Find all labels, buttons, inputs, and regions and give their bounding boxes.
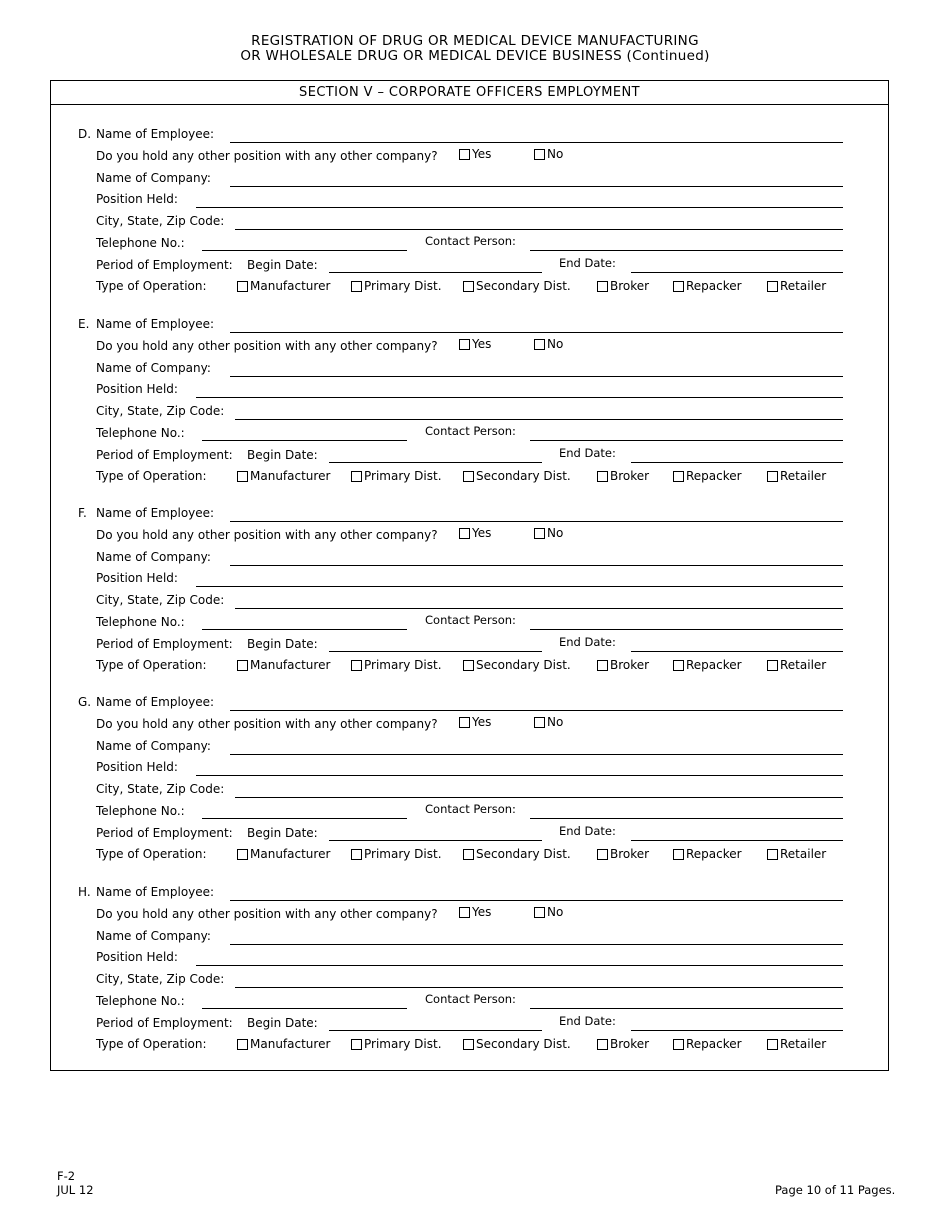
begin-date-field[interactable] [329, 651, 542, 652]
operation-manufacturer-label: Manufacturer [250, 847, 331, 861]
operation-repacker-option[interactable] [673, 658, 742, 672]
yes-label: Yes [472, 337, 492, 351]
name-of-company-label: Name of Company: [96, 361, 211, 375]
operation-repacker-checkbox[interactable] [673, 281, 684, 292]
no-label: No [547, 526, 564, 540]
operation-secondary-dist-label: Secondary Dist. [476, 1037, 571, 1051]
other-position-label: Do you hold any other position with any other company? [96, 528, 438, 542]
operation-repacker-option[interactable] [673, 469, 742, 483]
type-of-operation-label: Type of Operation: [96, 658, 207, 672]
operation-primary-dist-label: Primary Dist. [364, 847, 442, 861]
yes-checkbox[interactable] [459, 339, 470, 350]
operation-repacker-option[interactable] [673, 847, 742, 861]
name-of-employee-field[interactable] [230, 142, 843, 143]
operation-manufacturer-checkbox[interactable] [237, 660, 248, 671]
operation-primary-dist-label: Primary Dist. [364, 469, 442, 483]
operation-broker-label: Broker [610, 469, 650, 483]
telephone-field[interactable] [202, 818, 407, 819]
contact-person-label: Contact Person: [425, 802, 516, 816]
section-title: SECTION V – CORPORATE OFFICERS EMPLOYMENT [51, 81, 888, 105]
no-option[interactable] [534, 337, 563, 351]
city-state-zip-label: City, State, Zip Code: [96, 214, 225, 228]
operation-secondary-dist-label: Secondary Dist. [476, 469, 571, 483]
operation-primary-dist-option[interactable] [351, 279, 442, 293]
operation-broker-checkbox[interactable] [597, 660, 608, 671]
operation-manufacturer-checkbox[interactable] [237, 471, 248, 482]
position-held-label: Position Held: [96, 382, 178, 396]
operation-broker-label: Broker [610, 279, 650, 293]
operation-secondary-dist-checkbox[interactable] [463, 1039, 474, 1050]
operation-repacker-checkbox[interactable] [673, 471, 684, 482]
operation-manufacturer-label: Manufacturer [250, 1037, 331, 1051]
end-date-label: End Date: [559, 1014, 616, 1028]
operation-manufacturer-option[interactable] [237, 847, 330, 861]
operation-retailer-checkbox[interactable] [767, 1039, 778, 1050]
telephone-label: Telephone No.: [96, 994, 185, 1008]
end-date-field[interactable] [631, 272, 843, 273]
position-held-field[interactable] [196, 586, 843, 587]
operation-secondary-dist-label: Secondary Dist. [476, 658, 571, 672]
yes-label: Yes [472, 526, 492, 540]
operation-retailer-option[interactable] [767, 279, 826, 293]
other-position-label: Do you hold any other position with any other company? [96, 339, 438, 353]
no-checkbox[interactable] [534, 528, 545, 539]
position-held-field[interactable] [196, 207, 843, 208]
end-date-label: End Date: [559, 635, 616, 649]
operation-secondary-dist-option[interactable] [463, 847, 571, 861]
operation-primary-dist-label: Primary Dist. [364, 658, 442, 672]
contact-person-label: Contact Person: [425, 613, 516, 627]
operation-retailer-checkbox[interactable] [767, 849, 778, 860]
operation-retailer-option[interactable] [767, 469, 826, 483]
position-held-label: Position Held: [96, 192, 178, 206]
operation-manufacturer-checkbox[interactable] [237, 1039, 248, 1050]
city-state-zip-label: City, State, Zip Code: [96, 593, 225, 607]
no-checkbox[interactable] [534, 717, 545, 728]
no-option[interactable] [534, 526, 563, 540]
telephone-label: Telephone No.: [96, 236, 185, 250]
operation-repacker-label: Repacker [686, 279, 742, 293]
yes-option[interactable] [459, 337, 491, 351]
no-label: No [547, 337, 564, 351]
yes-label: Yes [472, 905, 492, 919]
name-of-employee-field[interactable] [230, 332, 843, 333]
city-state-zip-field[interactable] [235, 987, 843, 988]
name-of-company-field[interactable] [230, 754, 843, 755]
city-state-zip-field[interactable] [235, 419, 843, 420]
operation-broker-checkbox[interactable] [597, 471, 608, 482]
operation-primary-dist-option[interactable] [351, 469, 442, 483]
end-date-field[interactable] [631, 1030, 843, 1031]
telephone-label: Telephone No.: [96, 426, 185, 440]
no-checkbox[interactable] [534, 339, 545, 350]
yes-checkbox[interactable] [459, 149, 470, 160]
operation-retailer-checkbox[interactable] [767, 660, 778, 671]
begin-date-field[interactable] [329, 1030, 542, 1031]
operation-retailer-option[interactable] [767, 658, 826, 672]
name-of-employee-label: Name of Employee: [96, 127, 215, 141]
employee-block [51, 691, 888, 876]
begin-date-label: Begin Date: [247, 258, 318, 272]
operation-manufacturer-checkbox[interactable] [237, 849, 248, 860]
position-held-field[interactable] [196, 965, 843, 966]
no-option[interactable] [534, 147, 563, 161]
operation-retailer-label: Retailer [780, 658, 827, 672]
period-of-employment-label: Period of Employment: [96, 826, 233, 840]
form-date: JUL 12 [57, 1183, 94, 1197]
yes-option[interactable] [459, 526, 491, 540]
operation-secondary-dist-checkbox[interactable] [463, 660, 474, 671]
yes-checkbox[interactable] [459, 907, 470, 918]
operation-repacker-option[interactable] [673, 279, 742, 293]
name-of-company-field[interactable] [230, 376, 843, 377]
operation-secondary-dist-option[interactable] [463, 1037, 571, 1051]
contact-person-label: Contact Person: [425, 234, 516, 248]
position-held-field[interactable] [196, 397, 843, 398]
operation-broker-label: Broker [610, 658, 650, 672]
operation-broker-option[interactable] [597, 658, 649, 672]
yes-option[interactable] [459, 905, 491, 919]
type-of-operation-label: Type of Operation: [96, 1037, 207, 1051]
operation-repacker-label: Repacker [686, 469, 742, 483]
contact-person-field[interactable] [530, 629, 843, 630]
employee-block [51, 313, 888, 498]
contact-person-field[interactable] [530, 818, 843, 819]
operation-broker-checkbox[interactable] [597, 849, 608, 860]
period-of-employment-label: Period of Employment: [96, 1016, 233, 1030]
form-id: F-2 [57, 1169, 76, 1183]
operation-retailer-label: Retailer [780, 1037, 827, 1051]
contact-person-label: Contact Person: [425, 992, 516, 1006]
type-of-operation-label: Type of Operation: [96, 847, 207, 861]
yes-option[interactable] [459, 715, 491, 729]
period-of-employment-label: Period of Employment: [96, 637, 233, 651]
contact-person-field[interactable] [530, 1008, 843, 1009]
name-of-company-field[interactable] [230, 565, 843, 566]
operation-manufacturer-option[interactable] [237, 1037, 330, 1051]
name-of-company-label: Name of Company: [96, 929, 211, 943]
operation-repacker-label: Repacker [686, 658, 742, 672]
employee-letter: E. [78, 317, 90, 331]
yes-label: Yes [472, 147, 492, 161]
operation-secondary-dist-option[interactable] [463, 279, 571, 293]
operation-secondary-dist-option[interactable] [463, 469, 571, 483]
operation-broker-label: Broker [610, 1037, 650, 1051]
position-held-label: Position Held: [96, 760, 178, 774]
name-of-employee-field[interactable] [230, 900, 843, 901]
employee-letter: F. [78, 506, 87, 520]
name-of-company-label: Name of Company: [96, 550, 211, 564]
operation-retailer-label: Retailer [780, 847, 827, 861]
position-held-label: Position Held: [96, 950, 178, 964]
operation-primary-dist-option[interactable] [351, 1037, 442, 1051]
operation-broker-option[interactable] [597, 847, 649, 861]
operation-manufacturer-option[interactable] [237, 469, 330, 483]
city-state-zip-field[interactable] [235, 229, 843, 230]
operation-primary-dist-checkbox[interactable] [351, 281, 362, 292]
name-of-company-field[interactable] [230, 944, 843, 945]
begin-date-field[interactable] [329, 272, 542, 273]
end-date-field[interactable] [631, 462, 843, 463]
other-position-label: Do you hold any other position with any other company? [96, 149, 438, 163]
operation-broker-checkbox[interactable] [597, 281, 608, 292]
employee-letter: G. [78, 695, 92, 709]
city-state-zip-label: City, State, Zip Code: [96, 972, 225, 986]
operation-primary-dist-option[interactable] [351, 847, 442, 861]
yes-checkbox[interactable] [459, 717, 470, 728]
operation-secondary-dist-label: Secondary Dist. [476, 279, 571, 293]
telephone-field[interactable] [202, 1008, 407, 1009]
no-checkbox[interactable] [534, 907, 545, 918]
no-option[interactable] [534, 905, 563, 919]
other-position-label: Do you hold any other position with any other company? [96, 907, 438, 921]
yes-label: Yes [472, 715, 492, 729]
operation-retailer-label: Retailer [780, 469, 827, 483]
name-of-company-label: Name of Company: [96, 739, 211, 753]
telephone-label: Telephone No.: [96, 615, 185, 629]
operation-primary-dist-checkbox[interactable] [351, 849, 362, 860]
operation-manufacturer-option[interactable] [237, 279, 330, 293]
no-label: No [547, 715, 564, 729]
operation-repacker-checkbox[interactable] [673, 1039, 684, 1050]
telephone-label: Telephone No.: [96, 804, 185, 818]
begin-date-field[interactable] [329, 462, 542, 463]
operation-broker-option[interactable] [597, 1037, 649, 1051]
operation-retailer-option[interactable] [767, 1037, 826, 1051]
name-of-employee-field[interactable] [230, 521, 843, 522]
city-state-zip-label: City, State, Zip Code: [96, 404, 225, 418]
operation-manufacturer-option[interactable] [237, 658, 330, 672]
begin-date-label: Begin Date: [247, 448, 318, 462]
no-label: No [547, 905, 564, 919]
operation-primary-dist-checkbox[interactable] [351, 1039, 362, 1050]
no-label: No [547, 147, 564, 161]
operation-retailer-option[interactable] [767, 847, 826, 861]
begin-date-label: Begin Date: [247, 637, 318, 651]
end-date-label: End Date: [559, 256, 616, 270]
operation-repacker-checkbox[interactable] [673, 849, 684, 860]
end-date-field[interactable] [631, 651, 843, 652]
no-checkbox[interactable] [534, 149, 545, 160]
begin-date-label: Begin Date: [247, 826, 318, 840]
contact-person-label: Contact Person: [425, 424, 516, 438]
yes-option[interactable] [459, 147, 491, 161]
type-of-operation-label: Type of Operation: [96, 469, 207, 483]
telephone-field[interactable] [202, 250, 407, 251]
end-date-label: End Date: [559, 446, 616, 460]
name-of-employee-label: Name of Employee: [96, 695, 215, 709]
operation-repacker-label: Repacker [686, 847, 742, 861]
operation-secondary-dist-checkbox[interactable] [463, 281, 474, 292]
operation-repacker-checkbox[interactable] [673, 660, 684, 671]
form-title-line-1: REGISTRATION OF DRUG OR MEDICAL DEVICE MANUFACTURING [251, 33, 699, 49]
name-of-company-label: Name of Company: [96, 171, 211, 185]
operation-primary-dist-label: Primary Dist. [364, 279, 442, 293]
city-state-zip-field[interactable] [235, 608, 843, 609]
begin-date-label: Begin Date: [247, 1016, 318, 1030]
operation-repacker-option[interactable] [673, 1037, 742, 1051]
no-option[interactable] [534, 715, 563, 729]
operation-primary-dist-checkbox[interactable] [351, 471, 362, 482]
end-date-label: End Date: [559, 824, 616, 838]
city-state-zip-label: City, State, Zip Code: [96, 782, 225, 796]
employee-block [51, 123, 888, 308]
operation-secondary-dist-option[interactable] [463, 658, 571, 672]
period-of-employment-label: Period of Employment: [96, 258, 233, 272]
operation-primary-dist-checkbox[interactable] [351, 660, 362, 671]
begin-date-field[interactable] [329, 840, 542, 841]
telephone-field[interactable] [202, 440, 407, 441]
operation-broker-option[interactable] [597, 279, 649, 293]
employee-letter: D. [78, 127, 92, 141]
city-state-zip-field[interactable] [235, 797, 843, 798]
operation-repacker-label: Repacker [686, 1037, 742, 1051]
other-position-label: Do you hold any other position with any other company? [96, 717, 438, 731]
position-held-field[interactable] [196, 775, 843, 776]
name-of-employee-label: Name of Employee: [96, 317, 215, 331]
employee-block [51, 502, 888, 687]
operation-manufacturer-label: Manufacturer [250, 658, 331, 672]
name-of-employee-label: Name of Employee: [96, 506, 215, 520]
operation-retailer-checkbox[interactable] [767, 281, 778, 292]
operation-primary-dist-option[interactable] [351, 658, 442, 672]
name-of-employee-field[interactable] [230, 710, 843, 711]
operation-retailer-checkbox[interactable] [767, 471, 778, 482]
period-of-employment-label: Period of Employment: [96, 448, 233, 462]
end-date-field[interactable] [631, 840, 843, 841]
operation-broker-label: Broker [610, 847, 650, 861]
type-of-operation-label: Type of Operation: [96, 279, 207, 293]
section-v-box [50, 80, 889, 1071]
operation-secondary-dist-checkbox[interactable] [463, 849, 474, 860]
yes-checkbox[interactable] [459, 528, 470, 539]
operation-manufacturer-label: Manufacturer [250, 279, 331, 293]
contact-person-field[interactable] [530, 440, 843, 441]
operation-secondary-dist-checkbox[interactable] [463, 471, 474, 482]
operation-broker-option[interactable] [597, 469, 649, 483]
page-number: Page 10 of 11 Pages. [775, 1183, 896, 1197]
operation-manufacturer-checkbox[interactable] [237, 281, 248, 292]
operation-manufacturer-label: Manufacturer [250, 469, 331, 483]
name-of-company-field[interactable] [230, 186, 843, 187]
contact-person-field[interactable] [530, 250, 843, 251]
employee-block [51, 881, 888, 1066]
operation-retailer-label: Retailer [780, 279, 827, 293]
operation-broker-checkbox[interactable] [597, 1039, 608, 1050]
position-held-label: Position Held: [96, 571, 178, 585]
employee-letter: H. [78, 885, 91, 899]
name-of-employee-label: Name of Employee: [96, 885, 215, 899]
operation-primary-dist-label: Primary Dist. [364, 1037, 442, 1051]
form-title-line-2: OR WHOLESALE DRUG OR MEDICAL DEVICE BUSINESS (Continued) [240, 48, 710, 64]
operation-secondary-dist-label: Secondary Dist. [476, 847, 571, 861]
telephone-field[interactable] [202, 629, 407, 630]
